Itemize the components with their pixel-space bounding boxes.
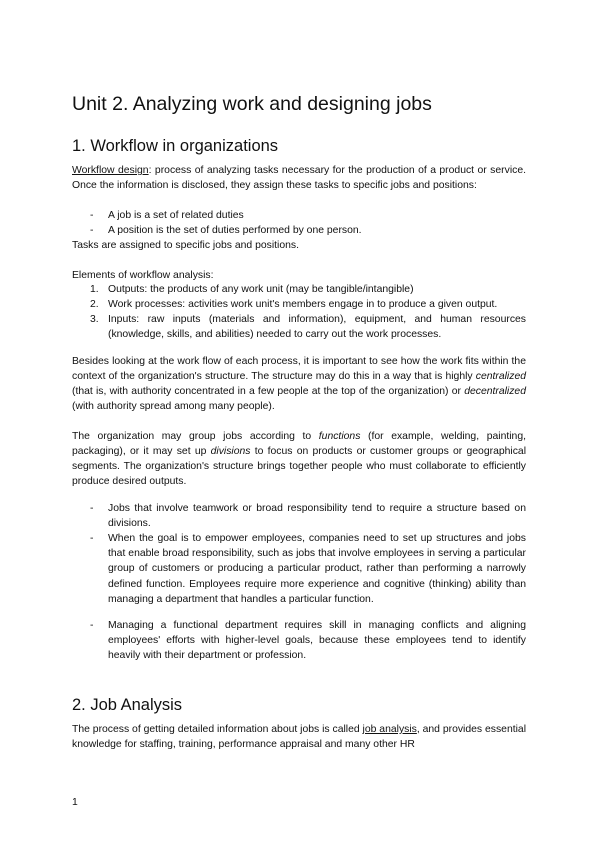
- tasks-line: Tasks are assigned to specific jobs and positions.: [72, 240, 299, 251]
- dash-marker: -: [90, 620, 94, 631]
- section-heading-workflow: 1. Workflow in organizations: [72, 137, 279, 155]
- structure-paragraph: [72, 354, 526, 414]
- decentralized-term: decentralized: [464, 386, 526, 397]
- document-title: Unit 2. Analyzing work and designing jobs: [72, 93, 432, 115]
- grouping-text: (for example, welding, painting, packaging), or it may set up: [72, 431, 526, 457]
- dash-marker: -: [90, 503, 94, 514]
- bullet-teamwork: Jobs that involve teamwork or broad responsibility tend to require a structure based on divisions.: [108, 503, 526, 530]
- structure-text: (that is, with authority concentrated in a few people at the top of the organization) or: [72, 386, 465, 397]
- grouping-text: to focus on products or customer groups or geographical segments. The organization's structure brings together people who must collaborate to efficiently produce desired outputs.: [72, 446, 526, 487]
- centralized-term: centralized: [475, 371, 526, 382]
- dash-item-job: A job is a set of related duties: [108, 210, 244, 221]
- workflow-design-term: Workflow design: [72, 165, 149, 176]
- bullet-functional: Managing a functional department requires skill in managing conflicts and aligning employees' efforts with higher-level goals, because these employees tend to identify heavily with their department or profession.: [108, 620, 526, 662]
- grouping-text: The organization may group jobs according to: [72, 431, 319, 442]
- list-number: 2.: [90, 299, 99, 310]
- numbered-item-outputs: Outputs: the products of any work unit (may be tangible/intangible): [108, 284, 414, 295]
- workflow-design-paragraph: [72, 163, 526, 193]
- dash-marker: -: [90, 210, 94, 221]
- elements-intro: Elements of workflow analysis:: [72, 270, 214, 281]
- numbered-item-inputs: Inputs: raw inputs (materials and information), equipment, and human resources (knowledge, skills, and abilities) needed to carry out the work processes.: [108, 314, 526, 341]
- structure-text: Besides looking at the work flow of each process, it is important to see how the work fits within the context of the organization's structure. The structure may do this in a way that is highly: [72, 356, 526, 382]
- list-number: 3.: [90, 314, 99, 325]
- workflow-design-definition: : process of analyzing tasks necessary for the production of a product or service. Once the information is disclosed, they assign these tasks to specific jobs and positions:: [72, 165, 526, 191]
- bullet-empower: When the goal is to empower employees, companies need to set up structures and jobs that enable broad responsibility, such as jobs that involve employees in serving a particular group of customers or producing a particular product, rather than performing a narrowly defined function. Employees require more experience and cognitive (thinking) ability than managing a department that handles a particular function.: [108, 533, 526, 605]
- dash-marker: -: [90, 533, 94, 544]
- structure-text: (with authority spread among many people).: [72, 401, 275, 412]
- grouping-paragraph: [72, 429, 526, 489]
- job-analysis-term: job analysis: [362, 724, 417, 735]
- job-analysis-text: The process of getting detailed information about jobs is called: [72, 724, 363, 735]
- divisions-term: divisions: [210, 446, 251, 457]
- job-analysis-paragraph: [72, 722, 526, 752]
- job-analysis-text: , and provides essential knowledge for staffing, training, performance appraisal and many other HR: [72, 724, 527, 750]
- page-number: 1: [72, 797, 78, 808]
- functions-term: functions: [318, 431, 361, 442]
- list-number: 1.: [90, 284, 99, 295]
- dash-marker: -: [90, 225, 94, 236]
- section-heading-job-analysis: 2. Job Analysis: [72, 696, 183, 714]
- numbered-item-work-processes: Work processes: activities work unit's members engage in to produce a given output.: [108, 299, 498, 310]
- dash-item-position: A position is the set of duties performed by one person.: [108, 225, 362, 236]
